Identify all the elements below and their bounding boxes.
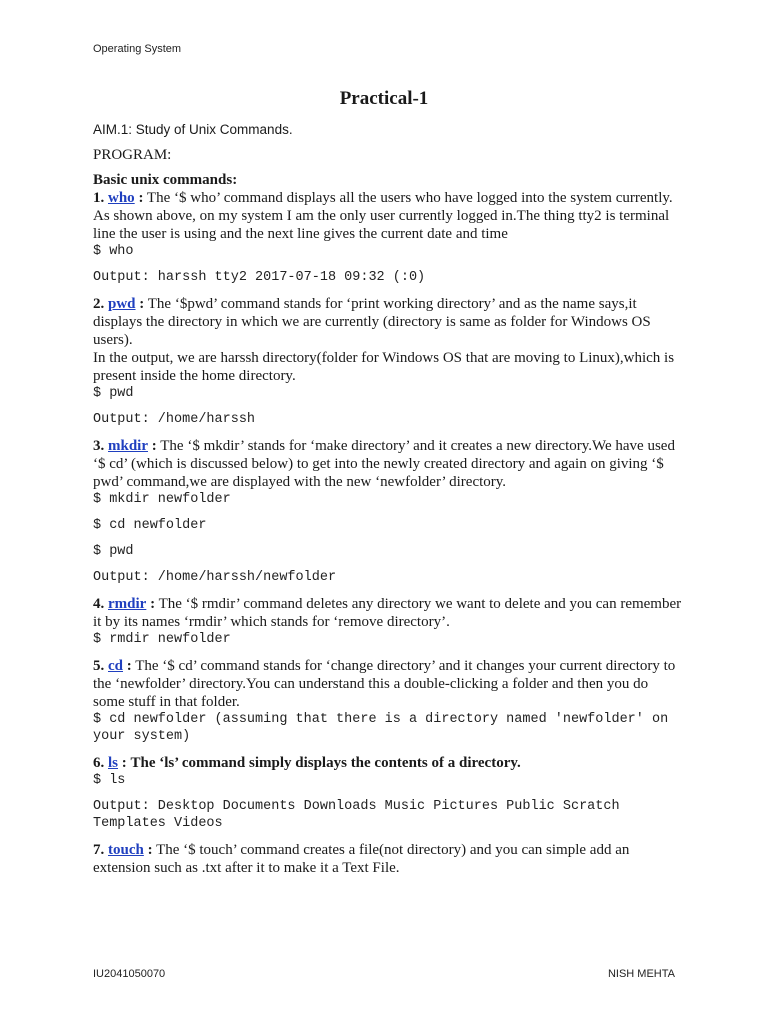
command-description: The ‘$ who’ command displays all the users who have logged into the system currently. As shown above, on my system I am the only user currently logged in.The thing tty2 is terminal line the user is using and the next line gives the current date and time [93,190,673,242]
footer-student-id: IU2041050070 [93,968,166,980]
colon: : [126,658,132,674]
output-line: Output: /home/harssh/newfolder [93,570,337,585]
document-body [93,122,683,877]
colon: : [151,438,157,454]
command-item-ls [93,754,683,772]
command-link-mkdir[interactable]: mkdir [108,438,149,454]
section-heading: Basic unix commands: [93,172,238,188]
item-number: 4. [93,596,105,612]
command-description: The ‘$ mkdir’ stands for ‘make directory’ and it creates a new directory.We have used ‘$ cd’ (which is discussed below) to get into the newly created directory and again on giving ‘$ pwd’ command,we are displayed with the new ‘newfolder’ directory. [93,438,675,490]
command-link-rmdir[interactable]: rmdir [108,596,147,612]
output-line: Output: Desktop Documents Downloads Music Pictures Public Scratch Templates Videos [93,799,628,831]
item-number: 6. [93,755,105,771]
item-number: 5. [93,658,105,674]
colon: : [147,842,153,858]
page-header: Operating System [93,43,182,55]
command-item-cd [93,657,683,711]
code-line: $ mkdir newfolder [93,492,231,507]
code-line: $ ls [93,773,126,788]
item-number: 3. [93,438,105,454]
item-number: 1. [93,190,105,206]
command-item-who [93,189,683,243]
footer-author-name: NISH MEHTA [607,968,675,980]
command-link-touch[interactable]: touch [108,842,144,858]
code-line: $ pwd [93,386,134,401]
item-number: 2. [93,296,105,312]
code-line: $ cd newfolder [93,518,207,533]
command-description: The ‘$ rmdir’ command deletes any directory we want to delete and you can remember it by its names ‘rmdir’ which stands for ‘remove directory’. [93,596,682,630]
code-line: $ cd newfolder (assuming that there is a directory named 'newfolder' on your system) [93,712,677,744]
command-description: The ‘ls’ command simply displays the contents of a directory. [130,755,521,771]
code-line: $ who [93,244,134,259]
output-line: Output: /home/harssh [93,412,256,427]
aim-text: AIM.1: Study of Unix Commands. [93,122,293,137]
command-item-mkdir [93,437,683,491]
command-item-touch [93,841,683,877]
code-line: $ pwd [93,544,134,559]
command-item-rmdir [93,595,683,631]
command-item-pwd [93,295,683,349]
command-link-ls[interactable]: ls [108,755,119,771]
colon: : [138,190,144,206]
item-number: 7. [93,842,105,858]
code-line: $ rmdir newfolder [93,632,231,647]
colon: : [139,296,145,312]
colon: : [121,755,127,771]
command-link-who[interactable]: who [108,190,135,206]
command-description: The ‘$pwd’ command stands for ‘print working directory’ and as the name says,it displays the directory in which we are currently (directory is same as folder for Windows OS users). [93,296,651,348]
command-link-pwd[interactable]: pwd [108,296,136,312]
page-title: Practical-1 [339,88,429,109]
colon: : [150,596,156,612]
command-description: The ‘$ touch’ command creates a file(not directory) and you can simple add an extension such as .txt after it to make it a Text File. [93,842,630,876]
command-link-cd[interactable]: cd [108,658,123,674]
program-label: PROGRAM: [93,147,172,163]
output-line: Output: harssh tty2 2017-07-18 09:32 (:0) [93,270,426,285]
command-description-extra: In the output, we are harssh directory(folder for Windows OS that are moving to Linux),which is present inside the home directory. [93,350,675,384]
command-description: The ‘$ cd’ command stands for ‘change directory’ and it changes your current directory to the ‘newfolder’ directory.You can understand this a double-clicking a folder and then you do some stuff in that folder. [93,658,676,710]
